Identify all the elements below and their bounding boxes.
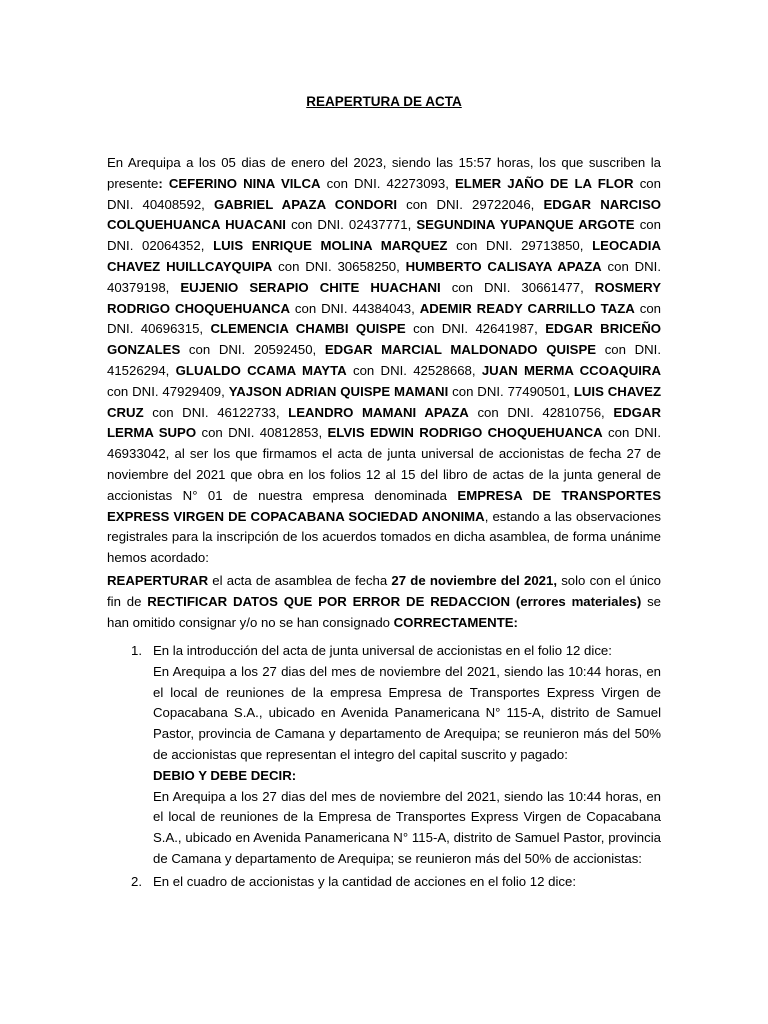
resolution-paragraph — [107, 571, 661, 633]
text-run: con DNI. 42641987, — [405, 321, 546, 337]
correction-item — [107, 872, 661, 893]
text-run: se han omitido consignar y/o no se han consignado — [107, 593, 662, 630]
bold-text-run: LEANDRO MAMANI APAZA — [288, 404, 469, 420]
correction-item — [107, 641, 661, 870]
text-run: el acta de asamblea de fecha — [208, 573, 392, 588]
bold-text-run: EDGAR MARCIAL MALDONADO QUISPE — [324, 342, 597, 358]
bold-text-run: ELVIS EDWIN RODRIGO CHOQUEHUANCA — [327, 425, 603, 441]
text-run: con DNI. 40812853, — [196, 425, 328, 441]
bold-text-run: EDGAR LERMA SUPO — [107, 404, 661, 441]
text-run: con DNI. 77490501, — [448, 383, 574, 399]
text-run: con DNI. 46122733, — [143, 404, 289, 420]
text-run: con DNI. 30661477, — [440, 279, 595, 295]
bold-text-run: LUIS ENRIQUE MOLINA MARQUEZ — [213, 238, 448, 254]
corrections-list — [107, 641, 661, 893]
text-run: con DNI. 42273093, — [320, 175, 455, 191]
text-run: con DNI. 40379198, — [107, 258, 661, 295]
text-run: solo con el único fin de — [107, 573, 662, 609]
bold-text-run: LUIS CHAVEZ CRUZ — [107, 383, 662, 420]
bold-text-run: EDGAR BRICEÑO GONZALES — [107, 321, 661, 358]
intro-paragraph — [107, 153, 661, 569]
text-run: con DNI. 40696315, — [107, 300, 661, 337]
bold-text-run: YAJSON ADRIAN QUISPE MAMANI — [228, 383, 449, 399]
text-run: con DNI. 41526294, — [107, 342, 661, 378]
text-run: , estando a las observaciones registrales para la inscripción de los acuerdos tomados en dicha asamblea, de forma unánime hemos acordado: — [107, 508, 661, 566]
bold-text-run: EUJENIO SERAPIO CHITE HUACHANI — [180, 279, 441, 295]
bold-text-run: ELMER JAÑO DE LA FLOR — [455, 175, 634, 191]
text-run: con DNI. 42810756, — [468, 404, 614, 420]
bold-text-run: : CEFERINO NINA VILCA — [158, 175, 321, 191]
text-run: con DNI. 20592450, — [180, 342, 325, 358]
bold-text-run: GABRIEL APAZA CONDORI — [213, 196, 398, 212]
bold-text-run: CLEMENCIA CHAMBI QUISPE — [210, 321, 406, 337]
item-heading: En el cuadro de accionistas y la cantidad de acciones en el folio 12 dice: — [153, 873, 576, 889]
bold-text-run: SEGUNDINA YUPANQUE ARGOTE — [416, 217, 635, 233]
bold-text-run: RECTIFICAR DATOS QUE POR ERROR DE REDACCION (errores materiales) — [147, 593, 642, 609]
text-run: con DNI. 40408592, — [107, 175, 661, 212]
text-run: con DNI. 47929409, — [107, 383, 229, 399]
text-run: con DNI. 42528668, — [346, 362, 482, 378]
item-heading: En la introducción del acta de junta universal de accionistas en el folio 12 dice: — [153, 643, 612, 658]
item-original-text: En Arequipa a los 27 dias del mes de noviembre del 2021, siendo las 10:44 horas, en el local de reuniones de la empresa Empresa de Transportes Express Virgen de Copacabana S.A., ubicado en Avenida Panamericana N° 115-A, distrito de Samuel Pastor, provincia de Camana y departamento de Arequipa; se reunieron más del 50% de accionistas que representan el integro del capital suscrito y pagado: — [153, 663, 661, 762]
bold-text-run: ADEMIR READY CARRILLO TAZA — [419, 300, 635, 316]
bold-text-run: GLUALDO CCAMA MAYTA — [175, 362, 347, 378]
text-run: con DNI. 29713850, — [447, 238, 593, 254]
text-run: con DNI. 44384043, — [289, 300, 420, 316]
item-correction-label: DEBIO Y DEBE DECIR: — [153, 767, 297, 783]
bold-text-run: 27 de noviembre del 2021, — [391, 573, 557, 588]
text-run: con DNI. 02437771, — [285, 217, 417, 233]
bold-text-run: EMPRESA DE TRANSPORTES EXPRESS VIRGEN DE COPACABANA SOCIEDAD ANONIMA — [107, 487, 661, 524]
bold-text-run: ROSMERY RODRIGO CHOQUEHUANCA — [107, 279, 661, 316]
bold-text-run: JUAN MERMA CCOAQUIRA — [481, 362, 661, 378]
item-number: 2. — [131, 873, 142, 889]
text-run: con DNI. 30658250, — [272, 258, 406, 274]
item-corrected-text: En Arequipa a los 27 dias del mes de noviembre del 2021, siendo las 10:44 horas, en el local de reuniones de la Empresa de Transportes Express Virgen de Copacabana S.A., ubicado en Avenida Panamericana N° 115-A, distrito de Samuel Pastor, provincia de Camana y departamento de Arequipa; se reunieron más del 50% de accionistas: — [153, 788, 661, 866]
document-title: REAPERTURA DE ACTA — [306, 94, 462, 109]
text-run: con DNI. 02064352, — [107, 217, 661, 254]
text-run: con DNI. 46933042, al ser los que firmamos el acta de junta universal de accionistas de fecha 27 de noviembre del 2021 que obra en los folios 12 al 15 del libro de actas de la junta general de accionistas N° 01 de nuestra empresa denominada — [107, 425, 662, 503]
text-run: En Arequipa a los 05 dias de enero del 2023, siendo las 15:57 horas, los que suscriben la presente — [107, 155, 661, 191]
bold-text-run: HUMBERTO CALISAYA APAZA — [405, 258, 602, 274]
item-number: 1. — [131, 643, 142, 658]
bold-text-run: EDGAR NARCISO COLQUEHUANCA HUACANI — [107, 196, 662, 233]
text-run: con DNI. 29722046, — [397, 196, 544, 212]
bold-text-run: LEOCADIA CHAVEZ HUILLCAYQUIPA — [107, 238, 661, 274]
bold-text-run: REAPERTURAR — [107, 573, 209, 588]
bold-text-run: CORRECTAMENTE: — [393, 614, 518, 630]
